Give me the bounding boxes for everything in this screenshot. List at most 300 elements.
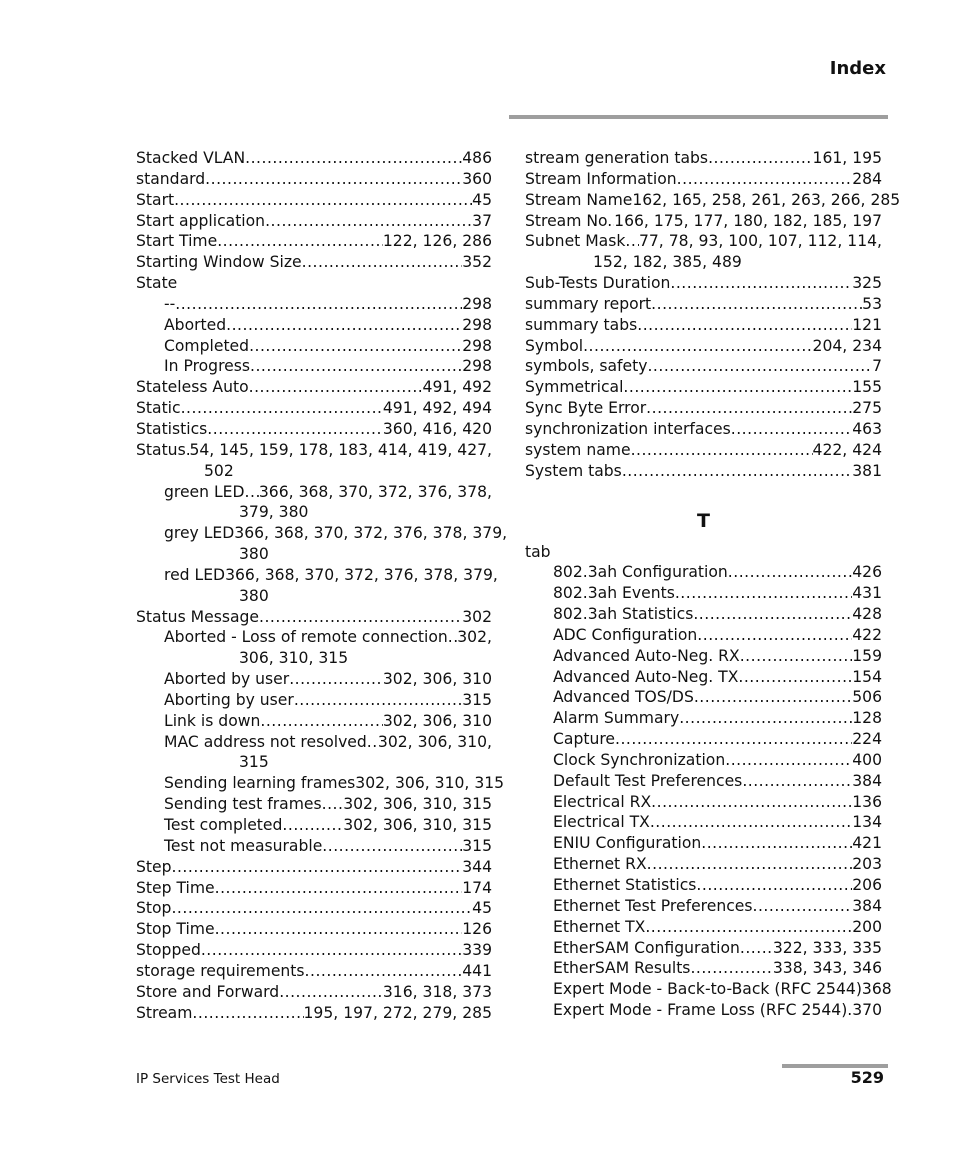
dot-leader: [217, 231, 383, 252]
page-refs: 155: [852, 378, 882, 397]
dot-leader: [625, 231, 639, 252]
index-term: Aborted: [164, 315, 227, 334]
page-refs: 422, 424: [812, 440, 882, 459]
index-entry: [136, 857, 492, 878]
index-term: system name: [525, 440, 631, 459]
dot-leader: [696, 875, 852, 896]
index-term: --: [164, 294, 176, 313]
page-refs: 421: [852, 834, 882, 853]
index-entry: [136, 482, 492, 524]
index-entry: [525, 687, 882, 708]
index-term: Sending test frames: [164, 795, 322, 814]
index-entry: [136, 273, 492, 294]
index-entry: [136, 836, 492, 857]
page-refs: 37: [472, 211, 492, 230]
index-entry: [136, 607, 492, 628]
index-term: Start application: [136, 211, 266, 230]
index-term: Advanced Auto-Neg. RX: [553, 646, 740, 665]
index-term: Aborting by user: [164, 690, 294, 709]
index-entry: [525, 812, 882, 833]
dot-leader: [623, 377, 852, 398]
page-refs: 128: [852, 709, 882, 728]
index-term: tab: [525, 542, 551, 561]
index-entry: [136, 732, 492, 774]
page-refs: 370: [852, 1001, 882, 1020]
dot-leader: [249, 377, 423, 398]
index-term: ENIU Configuration: [553, 834, 702, 853]
index-entry: [525, 833, 882, 854]
page-refs: 204, 234: [812, 336, 882, 355]
index-term: summary report: [525, 294, 652, 313]
index-entry: [525, 273, 882, 294]
index-entry: [525, 542, 882, 563]
dot-leader: [279, 982, 383, 1003]
index-entry: [525, 1000, 882, 1021]
index-entry: [136, 315, 492, 336]
dot-leader: [215, 919, 463, 940]
index-term: stream generation tabs: [525, 149, 709, 167]
index-term: Ethernet Statistics: [553, 876, 697, 894]
index-term: 802.3ah Events: [553, 584, 675, 603]
dot-leader: [637, 315, 852, 336]
page-refs: 366, 368, 370, 372, 376, 378, 379,: [234, 524, 508, 543]
page-refs: 325: [852, 274, 882, 293]
page-refs: 344: [462, 857, 492, 876]
page-refs: 384: [852, 896, 882, 915]
page-refs: 486: [462, 149, 492, 167]
index-term: Test completed: [164, 816, 283, 834]
index-entries-s-continued: [525, 148, 901, 482]
page-refs: 315: [462, 836, 492, 855]
page-refs: 368: [861, 980, 892, 999]
index-term: Stopped: [136, 941, 201, 960]
dot-leader: [448, 627, 457, 648]
index-entry: [525, 979, 892, 1000]
page-refs: 322, 333, 335: [772, 938, 882, 957]
index-entries-t: [525, 542, 892, 1021]
page-refs: 121: [852, 315, 882, 334]
page-refs-continued: 152, 182, 385, 489: [593, 253, 742, 272]
index-term: Stop Time: [136, 920, 215, 939]
index-term: Starting Window Size: [136, 253, 302, 272]
page-refs: 136: [852, 792, 882, 811]
index-entry: [136, 773, 505, 794]
page-refs: 174: [462, 878, 492, 897]
page-refs: 166, 175, 177, 180, 182, 185, 197: [614, 211, 882, 230]
dot-leader: [651, 294, 862, 315]
index-term: Aborted - Loss of remote connection: [164, 628, 448, 647]
index-entry: [525, 356, 882, 377]
index-term: Step: [136, 857, 172, 876]
index-entry: [525, 583, 882, 604]
index-entry: [136, 252, 492, 273]
page-refs: 154: [852, 667, 882, 686]
dot-leader: [245, 482, 259, 503]
index-term: Step Time: [136, 878, 215, 897]
index-term: Ethernet RX: [553, 855, 647, 874]
index-term: Electrical TX: [553, 813, 650, 832]
index-term: Test not measurable: [164, 836, 323, 855]
page-refs-continued: 380: [239, 586, 269, 605]
footer-doc-title: IP Services Test Head: [136, 1071, 280, 1087]
index-term: 802.3ah Configuration: [553, 563, 728, 582]
page-refs: 54, 145, 159, 178, 183, 414, 419, 427,: [189, 440, 492, 459]
index-entry: [136, 336, 492, 357]
index-term: summary tabs: [525, 315, 638, 334]
dot-leader: [647, 854, 853, 875]
index-term: Ethernet Test Preferences: [553, 896, 753, 915]
index-term: green LED: [164, 482, 245, 501]
dot-leader: [675, 583, 852, 604]
index-entry: [136, 377, 492, 398]
page-refs: 506: [852, 688, 882, 707]
page-refs: 366, 368, 370, 372, 376, 378, 379,: [225, 565, 498, 584]
page-refs: 491, 492: [422, 378, 492, 397]
page-refs: 161, 195: [812, 149, 882, 167]
index-entry: [136, 398, 492, 419]
index-entry: [525, 771, 882, 792]
page-refs: 45: [472, 190, 492, 209]
page-refs-continued: 380: [239, 545, 269, 564]
dot-leader: [690, 958, 772, 979]
index-entry: [136, 440, 492, 482]
page-refs: 134: [852, 813, 882, 832]
page-refs: 431: [852, 584, 882, 603]
index-term: Status: [136, 440, 186, 459]
index-term: Advanced Auto-Neg. TX: [553, 667, 739, 686]
page-refs: 298: [462, 294, 492, 313]
index-entry: [525, 667, 882, 688]
index-entry: [525, 148, 882, 169]
page-refs-continued: 379, 380: [239, 503, 309, 522]
dot-leader: [615, 729, 852, 750]
index-entry: [525, 729, 882, 750]
index-entry: [525, 875, 882, 896]
page-refs: 302: [462, 607, 492, 626]
dot-leader: [322, 836, 462, 857]
page-refs: 384: [852, 771, 882, 790]
index-term: Electrical RX: [553, 792, 652, 811]
dot-leader: [697, 625, 852, 646]
index-term: standard: [136, 169, 206, 188]
index-entry: [136, 878, 492, 899]
dot-leader: [583, 336, 812, 357]
section-letter-t: T: [697, 509, 710, 532]
dot-leader: [250, 356, 462, 377]
index-entry: [136, 231, 492, 252]
index-term: EtherSAM Configuration: [553, 938, 740, 957]
index-column-left: [136, 148, 508, 1023]
index-entry: [525, 377, 882, 398]
dot-leader: [738, 667, 852, 688]
index-entry: [525, 294, 882, 315]
dot-leader: [740, 938, 773, 959]
page-refs-continued: 502: [204, 461, 234, 480]
page-refs: 316, 318, 373: [382, 982, 492, 1001]
page-refs: 360: [462, 169, 492, 188]
index-entry: [525, 646, 882, 667]
page-refs: 463: [852, 419, 882, 438]
page-refs-continued: 315: [239, 753, 269, 772]
dot-leader: [215, 878, 463, 899]
dot-leader: [631, 440, 813, 461]
dot-leader: [259, 607, 462, 628]
dot-leader: [322, 794, 344, 815]
page-refs: 159: [852, 646, 882, 665]
page-refs: 302,: [457, 628, 492, 647]
dot-leader: [753, 896, 853, 917]
page-refs: 275: [852, 399, 882, 418]
page-refs: 422: [852, 625, 882, 644]
index-term: Aborted by user: [164, 670, 290, 689]
page-refs: 7: [872, 357, 882, 376]
index-term: Clock Synchronization: [553, 750, 726, 769]
index-entry: [525, 440, 882, 461]
index-entry: [136, 523, 508, 565]
index-entry: [136, 565, 498, 607]
index-term: Status Message: [136, 607, 259, 626]
index-term: 802.3ah Statistics: [553, 605, 694, 624]
index-term: red LED: [164, 565, 226, 584]
dot-leader: [740, 646, 853, 667]
dot-leader: [670, 273, 852, 294]
index-column-right: [525, 148, 901, 1021]
dot-leader: [282, 815, 343, 836]
index-entry: [525, 315, 882, 336]
page-refs: 298: [462, 315, 492, 334]
page-refs: 441: [462, 961, 492, 980]
index-term: Start: [136, 190, 175, 209]
index-term: State: [136, 274, 178, 293]
index-entry: [136, 940, 492, 961]
index-entry: [136, 211, 492, 232]
index-term: Alarm Summary: [553, 709, 680, 728]
index-entry: [136, 294, 492, 315]
dot-leader: [205, 169, 462, 190]
dot-leader: [728, 562, 852, 583]
dot-leader: [742, 771, 852, 792]
index-term: Symbol: [525, 336, 584, 355]
dot-leader: [171, 898, 472, 919]
index-entry: [136, 627, 492, 669]
index-term: ADC Configuration: [553, 625, 698, 644]
page-refs: 302, 306, 310,: [377, 732, 492, 751]
index-entry: [136, 169, 492, 190]
dot-leader: [305, 961, 463, 982]
index-entry: [525, 562, 882, 583]
index-term: synchronization interfaces: [525, 419, 731, 438]
index-term: Sync Byte Error: [525, 399, 647, 418]
index-term: Sub-Tests Duration: [525, 274, 671, 293]
index-entry: [525, 231, 882, 273]
index-entry: [525, 604, 882, 625]
page-refs: 491, 492, 494: [382, 399, 492, 418]
index-term: Default Test Preferences: [553, 771, 743, 790]
index-term: Sending learning frames: [164, 774, 356, 793]
dot-leader: [701, 833, 852, 854]
index-term: storage requirements: [136, 961, 305, 980]
index-entry: [136, 356, 492, 377]
dot-leader: [651, 792, 852, 813]
page-refs: 302, 306, 310, 315: [343, 795, 492, 814]
index-entry: [136, 982, 492, 1003]
dot-leader: [249, 336, 462, 357]
index-entry: [136, 919, 492, 940]
index-term: Stateless Auto: [136, 378, 249, 397]
index-entry: [525, 750, 882, 771]
index-term: MAC address not resolved: [164, 732, 367, 751]
index-entry: [525, 917, 882, 938]
dot-leader: [192, 1003, 303, 1024]
index-entry: [525, 792, 882, 813]
index-term: Store and Forward: [136, 982, 280, 1001]
index-entry: [525, 419, 882, 440]
dot-leader: [226, 315, 462, 336]
index-entry: [525, 708, 882, 729]
index-term: symbols, safety: [525, 357, 648, 376]
index-entry: [525, 896, 882, 917]
page-number: 529: [850, 1068, 884, 1087]
index-term: Stacked VLAN: [136, 149, 246, 167]
dot-leader: [677, 169, 853, 190]
page-refs: 426: [852, 563, 882, 582]
page-refs: 366, 368, 370, 372, 376, 378,: [258, 482, 492, 501]
index-term: Stream Name: [525, 190, 633, 209]
dot-leader: [708, 148, 812, 169]
index-term: Capture: [553, 730, 616, 749]
dot-leader: [367, 732, 378, 753]
index-entry: [136, 711, 492, 732]
dot-leader: [650, 812, 852, 833]
dot-leader: [175, 294, 462, 315]
index-entry: [136, 815, 492, 836]
index-term: grey LED: [164, 524, 235, 543]
index-term: EtherSAM Results: [553, 959, 691, 978]
page-refs-continued: 306, 310, 315: [239, 649, 349, 668]
index-entry: [525, 169, 882, 190]
page-refs: 400: [852, 750, 882, 769]
index-entry: [525, 190, 901, 211]
page-refs: 195, 197, 272, 279, 285: [303, 1003, 492, 1022]
dot-leader: [646, 398, 852, 419]
index-entry: [136, 190, 492, 211]
index-term: Start Time: [136, 232, 218, 251]
index-entry: [525, 625, 882, 646]
index-entry: [136, 669, 492, 690]
dot-leader: [172, 857, 463, 878]
page-refs: 122, 126, 286: [382, 232, 492, 251]
index-entry: [525, 398, 882, 419]
index-entry: [525, 958, 882, 979]
index-term: Expert Mode - Back-to-Back (RFC 2544): [553, 980, 862, 999]
dot-leader: [679, 708, 852, 729]
index-entry: [136, 690, 492, 711]
index-term: Link is down: [164, 711, 261, 730]
dot-leader: [207, 419, 383, 440]
index-term: Stream Information: [525, 169, 677, 188]
index-term: Statistics: [136, 419, 208, 438]
index-entry: [136, 794, 492, 815]
header-rule: [509, 115, 888, 119]
page-refs: 206: [852, 876, 882, 894]
index-entry: [525, 938, 882, 959]
index-term: In Progress: [164, 357, 250, 376]
index-term: Static: [136, 399, 181, 418]
page-refs: 77, 78, 93, 100, 107, 112, 114,: [638, 232, 882, 251]
index-term: Stop: [136, 899, 172, 918]
index-entry: [136, 1003, 492, 1024]
index-entry: [525, 211, 882, 232]
index-term: Stream: [136, 1003, 193, 1022]
index-term: Advanced TOS/DS: [553, 688, 694, 707]
page-refs: 338, 343, 346: [772, 959, 882, 978]
index-entry: [136, 961, 492, 982]
dot-leader: [174, 190, 472, 211]
page-refs: 53: [862, 294, 882, 313]
page-refs: 302, 306, 310: [382, 711, 492, 730]
page-refs: 298: [462, 357, 492, 376]
page-refs: 126: [462, 920, 492, 939]
dot-leader: [693, 604, 852, 625]
page-refs: 302, 306, 310, 315: [343, 816, 492, 834]
index-term: Ethernet TX: [553, 917, 646, 936]
index-term: Completed: [164, 336, 250, 355]
page-refs: 224: [852, 730, 882, 749]
page-refs: 352: [462, 253, 492, 272]
index-entry: [136, 898, 492, 919]
page-refs: 284: [852, 169, 882, 188]
dot-leader: [245, 148, 462, 169]
dot-leader: [289, 669, 383, 690]
page-refs: 200: [852, 917, 882, 936]
page-refs: 302, 306, 310, 315: [355, 774, 505, 793]
page-refs: 339: [462, 941, 492, 960]
dot-leader: [260, 711, 382, 732]
index-term: Expert Mode - Frame Loss (RFC 2544): [553, 1001, 848, 1020]
index-entry: [525, 854, 882, 875]
page-refs: 162, 165, 258, 261, 263, 266, 285: [632, 190, 901, 209]
dot-leader: [622, 461, 852, 482]
dot-leader: [265, 211, 472, 232]
dot-leader: [694, 687, 852, 708]
dot-leader: [645, 917, 852, 938]
index-term: Stream No.: [525, 211, 613, 230]
page-refs: 360, 416, 420: [382, 419, 492, 438]
index-entry: [136, 419, 492, 440]
dot-leader: [201, 940, 462, 961]
index-term: Symmetrical: [525, 378, 624, 397]
dot-leader: [647, 356, 872, 377]
index-entry: [525, 336, 882, 357]
page-refs: 298: [462, 336, 492, 355]
index-term: System tabs: [525, 461, 622, 480]
page-refs: 45: [472, 899, 492, 918]
dot-leader: [725, 750, 852, 771]
page-header-title: Index: [829, 58, 886, 79]
index-entry: [525, 461, 882, 482]
page-refs: 302, 306, 310: [382, 670, 492, 689]
page-refs: 381: [852, 461, 882, 480]
dot-leader: [294, 690, 462, 711]
dot-leader: [181, 398, 383, 419]
dot-leader: [302, 252, 463, 273]
page-refs: 203: [852, 855, 882, 874]
index-entry: [136, 148, 492, 169]
index-term: Subnet Mask: [525, 232, 626, 251]
dot-leader: [731, 419, 852, 440]
page-refs: 315: [462, 690, 492, 709]
page-refs: 428: [852, 605, 882, 624]
